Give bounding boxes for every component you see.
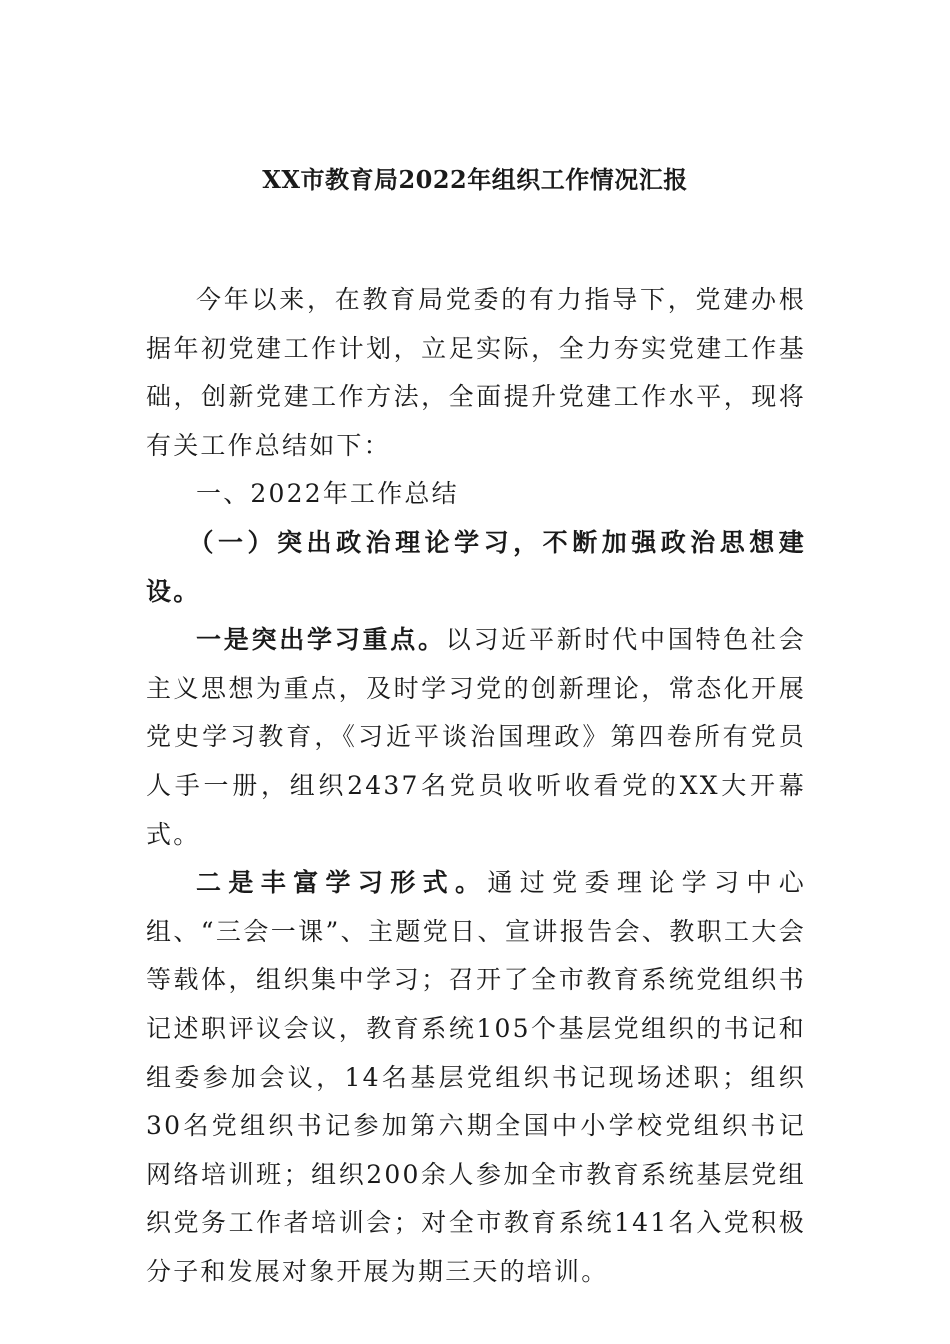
point-2-lead: 二是丰富学习形式。 (196, 868, 488, 898)
point-1-paragraph (146, 616, 806, 859)
document-title: XX市教育局2022年组织工作情况汇报 (262, 165, 688, 194)
point-2-paragraph (146, 859, 806, 1296)
section-heading: 一、2022年工作总结 (196, 479, 459, 509)
document-body (146, 276, 806, 1296)
point-2-text: 通过党委理论学习中心组、“三会一课”、主题党日、宣讲报告会、教职工大会等载体，组织集中学习；召开了全市教育系统党组织书记述职评议会议，教育系统105个基层党组织的书记和组委参加会议，14名基层党组织书记现场述职；组织30名党组织书记参加第六期全国中小学校党组织书记网络培训班；组织200余人参加全市教育系统基层党组织党务工作者培训会；对全市教育系统141名入党积极分子和发展对象开展为期三天的培训。 (146, 868, 806, 1286)
point-1-lead: 一是突出学习重点。 (196, 625, 446, 655)
subsection-heading: （一）突出政治理论学习，不断加强政治思想建设。 (146, 527, 806, 606)
point-1-text: 以习近平新时代中国特色社会主义思想为重点，及时学习党的创新理论，常态化开展党史学习教育，《习近平谈治国理政》第四卷所有党员人手一册，组织2437名党员收听收看党的XX大开幕式。 (146, 625, 806, 849)
intro-paragraph: 今年以来，在教育局党委的有力指导下，党建办根据年初党建工作计划，立足实际，全力夯实党建工作基础，创新党建工作方法，全面提升党建工作水平，现将有关工作总结如下： (146, 285, 806, 460)
